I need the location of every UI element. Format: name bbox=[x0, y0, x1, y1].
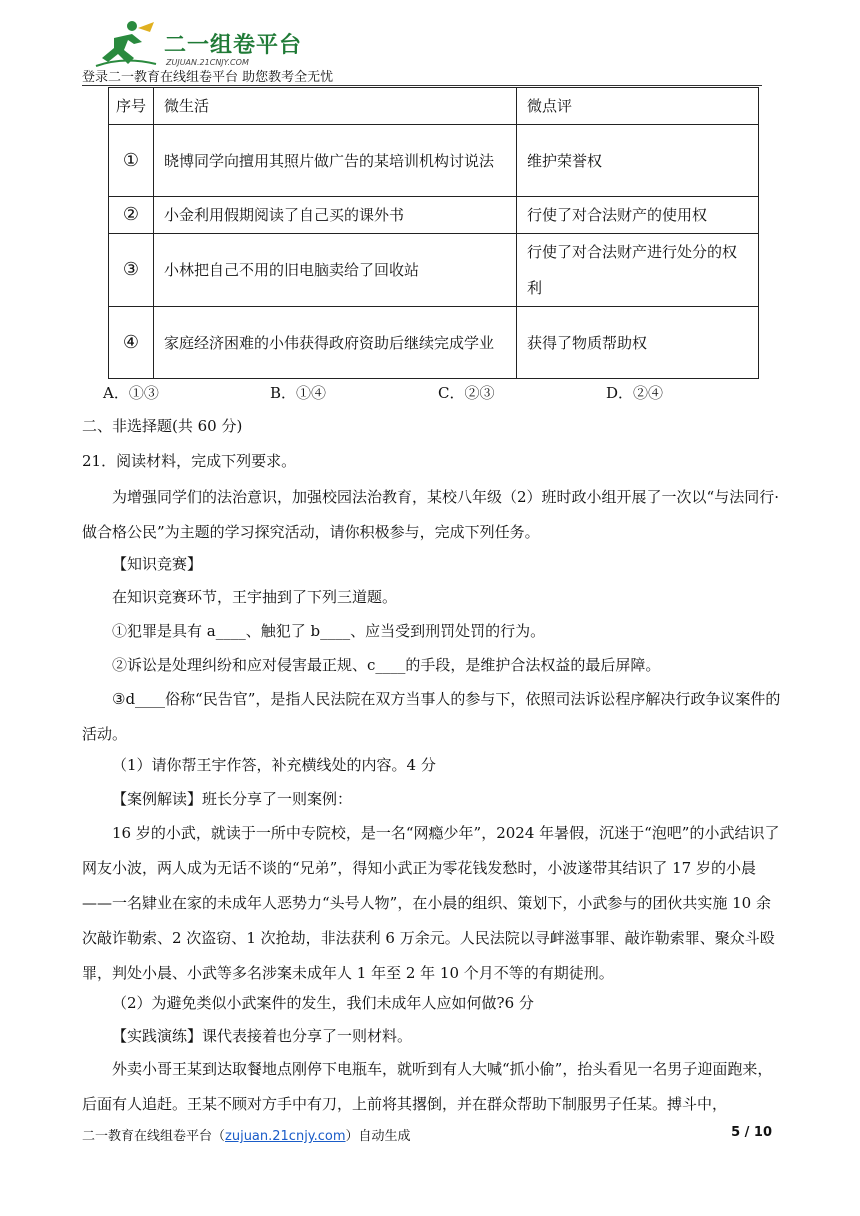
logo bbox=[94, 14, 374, 74]
table-row bbox=[109, 234, 759, 307]
running-figure-icon bbox=[94, 18, 158, 70]
row-number: ① bbox=[109, 125, 154, 197]
footer-link[interactable]: zujuan.21cnjy.com bbox=[225, 1129, 346, 1144]
header-divider bbox=[82, 85, 762, 86]
case-text: 16 岁的小武，就读于一所中专院校，是一名“网瘾少年”，2024 年暑假，沉迷于“泡吧”的小武结识了网友小波，两人成为无话不谈的“兄弟”，得知小武正为零花钱发愁时，小波遂带其结识了 17 岁的小晨——一名肄业在家的未成年人恶势力“头号人物”，在小晨的组织、策划下，小武参与的团伙共实施 10 余次敲诈勒索、2 次盗窃、1 次抢劫，非法获利 6 万余元。人民法院以寻衅滋事罪、敲诈勒索罪、聚众斗殴罪，判处小晨、小武等多名涉案未成年人 1 年至 2 年 10 个月不等的有期徒刑。 bbox=[82, 824, 780, 982]
row-number: ④ bbox=[109, 307, 154, 379]
table-header-cell: 微点评 bbox=[517, 88, 759, 125]
logo-text: 二一组卷平台 bbox=[164, 33, 303, 58]
option-d: D．②④ bbox=[606, 384, 664, 402]
logo-url: ZUJUAN.21CNJY.COM bbox=[166, 58, 249, 67]
table-header-row bbox=[109, 88, 759, 125]
row-life: 小金利用假期阅读了自己买的课外书 bbox=[154, 197, 517, 234]
knowledge-intro: 在知识竞赛环节，王宇抽到了下列三道题。 bbox=[112, 588, 398, 606]
row-comment: 维护荣誉权 bbox=[517, 125, 759, 197]
page-number: 5 / 10 bbox=[731, 1125, 772, 1140]
row-life: 小林把自己不用的旧电脑卖给了回收站 bbox=[154, 234, 517, 307]
quiz-item-2: ②诉讼是处理纠纷和应对侵害最正规、c____的手段，是维护合法权益的最后屏障。 bbox=[112, 656, 661, 674]
row-comment: 获得了物质帮助权 bbox=[517, 307, 759, 379]
page-header bbox=[82, 14, 762, 88]
section-title: 二、非选择题(共 60 分) bbox=[82, 417, 243, 435]
sub-question-1: （1）请你帮王宇作答，补充横线处的内容。4 分 bbox=[112, 756, 436, 774]
table-header-cell: 序号 bbox=[109, 88, 154, 125]
answer-options bbox=[103, 382, 743, 406]
row-number: ② bbox=[109, 197, 154, 234]
footer-suffix: ）自动生成 bbox=[345, 1129, 411, 1144]
option-c: C．②③ bbox=[438, 384, 495, 402]
option-a: A．①③ bbox=[103, 384, 159, 402]
option-b: B．①④ bbox=[270, 384, 327, 402]
question-title: 21．阅读材料，完成下列要求。 bbox=[82, 452, 297, 470]
row-comment: 行使了对合法财产进行处分的权利 bbox=[517, 234, 759, 307]
table-row bbox=[109, 125, 759, 197]
sub-question-2: （2）为避免类似小武案件的发生，我们未成年人应如何做?6 分 bbox=[112, 994, 534, 1012]
knowledge-heading: 【知识竞赛】 bbox=[112, 555, 203, 573]
row-life: 家庭经济困难的小伟获得政府资助后继续完成学业 bbox=[154, 307, 517, 379]
question-intro: 为增强同学们的法治意识，加强校园法治教育，某校八年级（2）班时政小组开展了一次以“与法同行·做合格公民”为主题的学习探究活动，请你积极参与，完成下列任务。 bbox=[82, 488, 779, 541]
row-number: ③ bbox=[109, 234, 154, 307]
table-header-cell: 微生活 bbox=[154, 88, 517, 125]
footer-prefix: 二一教育在线组卷平台（ bbox=[82, 1129, 226, 1144]
quiz-item-1: ①犯罪是具有 a____、触犯了 b____、应当受到刑罚处罚的行为。 bbox=[112, 622, 546, 640]
practice-text: 外卖小哥王某到达取餐地点刚停下电瓶车，就听到有人大喊“抓小偷”，抬头看见一名男子迎面跑来，后面有人追赶。王某不顾对方手中有刀，上前将其撂倒，并在群众帮助下制服男子任某。搏斗中， bbox=[82, 1060, 773, 1113]
micro-life-table bbox=[108, 87, 759, 379]
practice-heading: 【实践演练】课代表接着也分享了一则材料。 bbox=[112, 1027, 413, 1045]
quiz-item-3: ③d____俗称“民告官”，是指人民法院在双方当事人的参与下，依照司法诉讼程序解决行政争议案件的活动。 bbox=[82, 690, 781, 743]
header-slogan: 登录二一教育在线组卷平台 助您教考全无忧 bbox=[82, 70, 334, 85]
row-comment: 行使了对合法财产的使用权 bbox=[517, 197, 759, 234]
table-row bbox=[109, 197, 759, 234]
case-heading: 【案例解读】班长分享了一则案例： bbox=[112, 790, 353, 808]
row-life: 晓博同学向擅用其照片做广告的某培训机构讨说法 bbox=[154, 125, 517, 197]
table-row bbox=[109, 307, 759, 379]
page-footer bbox=[82, 1125, 772, 1147]
